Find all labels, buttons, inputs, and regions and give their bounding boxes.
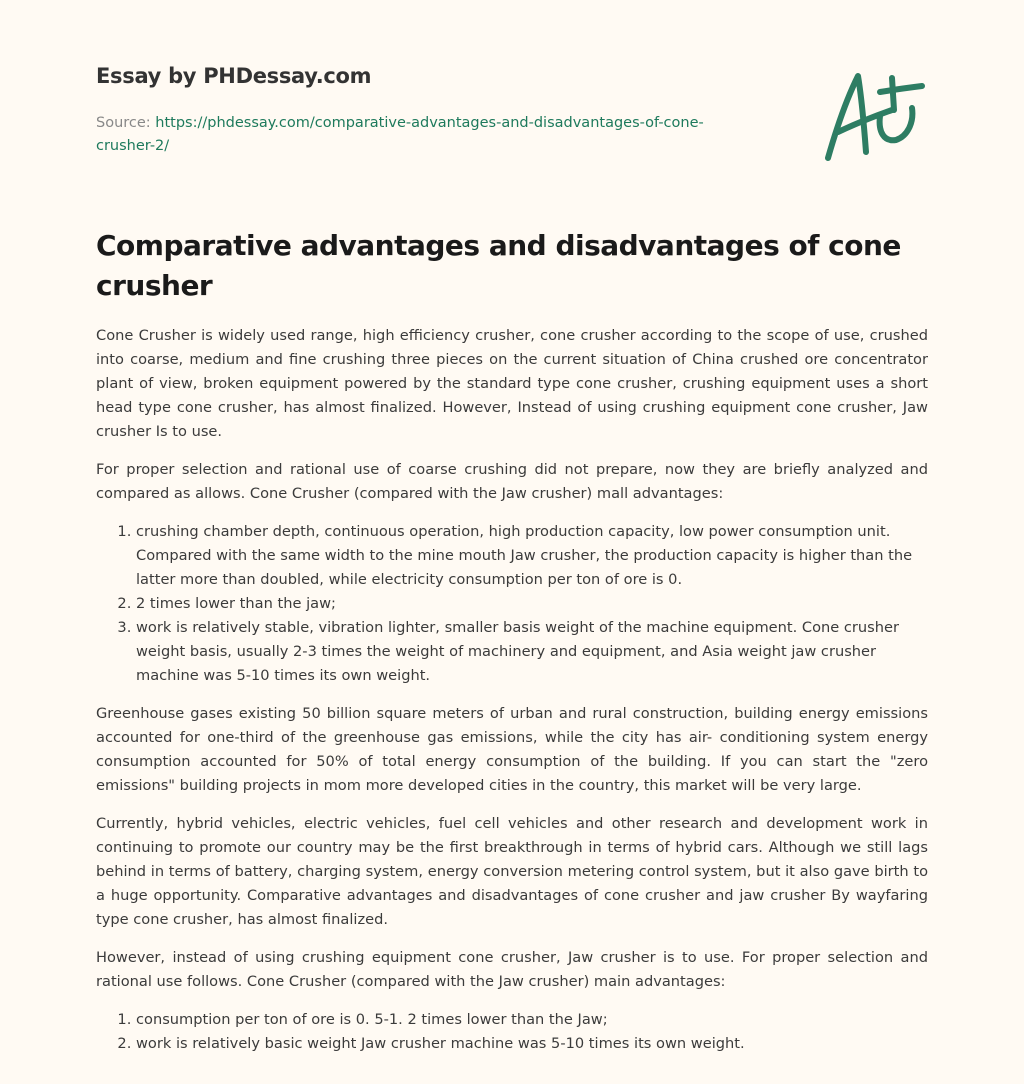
source-line	[96, 112, 736, 158]
paragraph: However, instead of using crushing equipment cone crusher, Jaw crusher is to use. For proper selection and rational use follows. Cone Crusher (compared with the Jaw crusher) main advantages:	[96, 949, 928, 990]
source-label: Source:	[96, 115, 156, 131]
list-item: 3. work is relatively stable, vibration lighter, smaller basis weight of the machine equipment. Cone crusher weight basis, usually 2-3 times the weight of machinery and equipment, and Asia weight jaw crusher machine was 5-10 times its own weight.	[136, 616, 928, 688]
list-item: 1. crushing chamber depth, continuous operation, high production capacity, low power consumption unit. Compared with the same width to the mine mouth Jaw crusher, the production capacity is higher than the latter more than doubled, while electricity consumption per ton of ore is 0.	[136, 520, 928, 592]
list-item: 2. 2 times lower than the jaw;	[136, 592, 928, 616]
main-advantages-list	[96, 1008, 928, 1056]
list-item: 2. work is relatively basic weight Jaw crusher machine was 5-10 times its own weight.	[136, 1032, 928, 1056]
site-brand: Essay by PHDessay.com	[96, 64, 372, 88]
paragraph: For proper selection and rational use of coarse crushing did not prepare, now they are briefly analyzed and compared as allows. Cone Crusher (compared with the Jaw crusher) mall advantages:	[96, 461, 928, 502]
advantages-list	[96, 520, 928, 688]
essay-body	[96, 324, 928, 1070]
a-plus-logo-icon	[820, 70, 930, 165]
paragraph: Cone Crusher is widely used range, high efficiency crusher, cone crusher according to the scope of use, crushed into coarse, medium and fine crushing three pieces on the current situation of China crushed ore concentrator plant of view, broken equipment powered by the standard type cone crusher, crushing equipment uses a short head type cone crusher, has almost finalized. However, Instead of using crushing equipment cone crusher, Jaw crusher Is to use.	[96, 327, 928, 440]
list-item: 1. consumption per ton of ore is 0. 5-1. 2 times lower than the Jaw;	[136, 1008, 928, 1032]
source-link[interactable]: https://phdessay.com/comparative-advantages-and-disadvantages-of-cone-crusher-2/	[96, 115, 704, 154]
paragraph: Currently, hybrid vehicles, electric vehicles, fuel cell vehicles and other research and development work in continuing to promote our country may be the first breakthrough in terms of hybrid cars. Although we still lags behind in terms of battery, charging system, energy conversion metering control system, but it also gave birth to a huge opportunity. Comparative advantages and disadvantages of cone crusher and jaw crusher By wayfaring type cone crusher, has almost finalized.	[96, 815, 928, 928]
essay-title: Comparative advantages and disadvantages of cone crusher	[96, 229, 901, 302]
paragraph: Greenhouse gases existing 50 billion square meters of urban and rural construction, building energy emissions accounted for one-third of the greenhouse gas emissions, while the city has air- conditioning system energy consumption accounted for 50% of total energy consumption of the building. If you can start the "zero emissions" building projects in mom more developed cities in the country, this market will be very large.	[96, 705, 928, 794]
